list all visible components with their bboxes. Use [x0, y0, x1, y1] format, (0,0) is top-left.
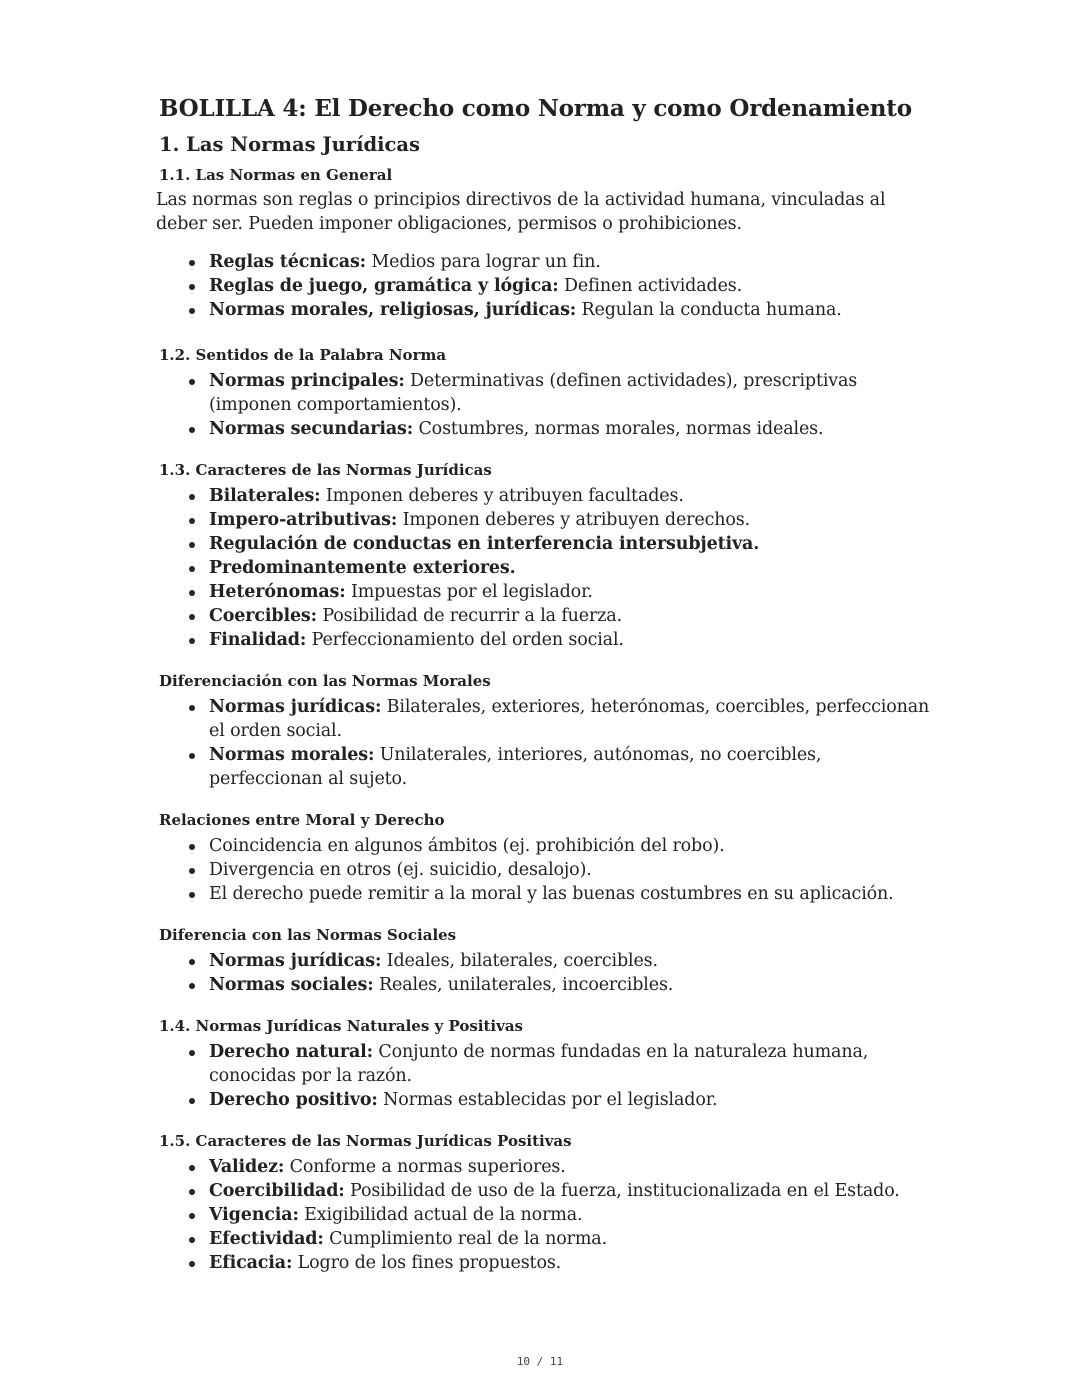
list-item-term: Normas jurídicas:	[209, 697, 382, 717]
list-item-term: Impero-atributivas:	[209, 510, 398, 530]
subsection-heading-relations: Relaciones entre Moral y Derecho	[159, 811, 445, 829]
list-item	[209, 882, 934, 906]
subsection-heading-1-1: 1.1. Las Normas en General	[159, 166, 393, 184]
bullet-list	[159, 695, 934, 791]
list-item-text: Costumbres, normas morales, normas ideales.	[413, 419, 824, 439]
list-item-term: Eficacia:	[209, 1253, 293, 1273]
list-item	[209, 695, 934, 743]
list-item	[209, 628, 934, 652]
list-item	[209, 858, 934, 882]
list-item	[209, 1155, 934, 1179]
subsection-heading-diff-moral: Diferenciación con las Normas Morales	[159, 672, 491, 690]
list-item-term: Predominantemente exteriores.	[209, 558, 516, 578]
list-item	[209, 1227, 934, 1251]
list-item-term: Regulación de conductas en interferencia intersubjetiva.	[209, 534, 760, 554]
section-1-3	[159, 459, 934, 652]
list-item	[209, 1251, 934, 1275]
list-item	[209, 298, 934, 322]
list-item	[209, 508, 934, 532]
list-item	[209, 1203, 934, 1227]
list-item-term: Heterónomas:	[209, 582, 346, 602]
list-item	[209, 1040, 934, 1088]
list-item-term: Normas principales:	[209, 371, 405, 391]
list-item-text: Conforme a normas superiores.	[284, 1157, 566, 1177]
list-item-text: Cumplimiento real de la norma.	[323, 1229, 607, 1249]
list-item-term: Normas secundarias:	[209, 419, 414, 439]
list-item-text: Determinativas (definen actividades), prescriptivas (imponen comportamientos).	[209, 371, 858, 415]
subsection-heading-1-2: 1.2. Sentidos de la Palabra Norma	[159, 346, 447, 364]
list-item-text: Posibilidad de recurrir a la fuerza.	[316, 606, 622, 626]
bullet-list	[159, 949, 934, 997]
list-item-text: Medios para lograr un fin.	[366, 252, 601, 272]
list-item-text: Normas establecidas por el legislador.	[377, 1090, 718, 1110]
list-item-text: Imponen deberes y atribuyen derechos.	[397, 510, 750, 530]
list-item-text: Regulan la conducta humana.	[576, 300, 842, 320]
list-item-term: Finalidad:	[209, 630, 307, 650]
list-item-text: Posibilidad de uso de la fuerza, institucionalizada en el Estado.	[344, 1181, 900, 1201]
list-item-term: Efectividad:	[209, 1229, 324, 1249]
list-item-term: Coercibles:	[209, 606, 317, 626]
list-item-text: Unilaterales, interiores, autónomas, no coercibles, perfeccionan al sujeto.	[209, 745, 822, 789]
subsection-heading-1-3: 1.3. Caracteres de las Normas Jurídicas	[159, 461, 492, 479]
list-item-text: Bilaterales, exteriores, heterónomas, coercibles, perfeccionan el orden social.	[209, 697, 930, 741]
list-item-text: El derecho puede remitir a la moral y las buenas costumbres en su aplicación.	[209, 884, 894, 904]
list-item-text: Ideales, bilaterales, coercibles.	[381, 951, 658, 971]
section-relations	[159, 809, 934, 906]
list-item-term: Normas morales:	[209, 745, 375, 765]
list-item-text: Logro de los fines propuestos.	[292, 1253, 562, 1273]
page-number: 10 / 11	[516, 1355, 564, 1368]
document-content	[156, 93, 934, 1293]
bullet-list	[159, 834, 934, 906]
list-item	[209, 417, 934, 441]
list-item-text: Coincidencia en algunos ámbitos (ej. prohibición del robo).	[209, 836, 725, 856]
list-item-term: Normas morales, religiosas, jurídicas:	[209, 300, 577, 320]
section-diff-social	[159, 924, 934, 997]
list-item-term: Reglas de juego, gramática y lógica:	[209, 276, 559, 296]
list-item	[209, 484, 934, 508]
list-item-term: Normas sociales:	[209, 975, 374, 995]
subsection-heading-1-4: 1.4. Normas Jurídicas Naturales y Positivas	[159, 1017, 523, 1035]
section-1-4	[159, 1015, 934, 1112]
list-item	[209, 834, 934, 858]
bullet-list	[159, 1040, 934, 1112]
bullet-list	[159, 484, 934, 652]
bullet-list	[159, 250, 934, 322]
list-item-term: Vigencia:	[209, 1205, 299, 1225]
subsection-heading-diff-social: Diferencia con las Normas Sociales	[159, 926, 457, 944]
list-item-term: Derecho positivo:	[209, 1090, 378, 1110]
list-item-term: Validez:	[209, 1157, 285, 1177]
section-heading-1: 1. Las Normas Jurídicas	[159, 133, 421, 156]
list-item-text: Imponen deberes y atribuyen facultades.	[320, 486, 684, 506]
list-item-text: Exigibilidad actual de la norma.	[298, 1205, 583, 1225]
list-item	[209, 604, 934, 628]
list-item	[209, 532, 934, 556]
list-item-term: Reglas técnicas:	[209, 252, 366, 272]
list-item-term: Coercibilidad:	[209, 1181, 345, 1201]
list-item	[209, 1179, 934, 1203]
list-item-term: Derecho natural:	[209, 1042, 373, 1062]
section-1-5	[159, 1130, 934, 1275]
list-item-text: Definen actividades.	[558, 276, 743, 296]
document-title: BOLILLA 4: El Derecho como Norma y como Ordenamiento	[159, 95, 912, 122]
list-item	[209, 250, 934, 274]
list-item	[209, 556, 934, 580]
list-item-text: Conjunto de normas fundadas en la naturaleza humana, conocidas por la razón.	[209, 1042, 869, 1086]
list-item	[209, 1088, 934, 1112]
list-item-text: Perfeccionamiento del orden social.	[306, 630, 624, 650]
list-item-term: Bilaterales:	[209, 486, 321, 506]
subsection-heading-1-5: 1.5. Caracteres de las Normas Jurídicas Positivas	[159, 1132, 572, 1150]
list-item-text: Reales, unilaterales, incoercibles.	[373, 975, 674, 995]
list-item	[209, 743, 934, 791]
section-diff-moral	[159, 670, 934, 791]
bullet-list	[159, 369, 934, 441]
list-item-term: Normas jurídicas:	[209, 951, 382, 971]
list-item	[209, 369, 934, 417]
list-item-text: Divergencia en otros (ej. suicidio, desalojo).	[209, 860, 592, 880]
section-1-2	[159, 344, 934, 441]
list-item-text: Impuestas por el legislador.	[345, 582, 593, 602]
bullet-list	[159, 1155, 934, 1275]
list-item	[209, 580, 934, 604]
list-item	[209, 949, 934, 973]
list-item	[209, 274, 934, 298]
list-item	[209, 973, 934, 997]
intro-paragraph: Las normas son reglas o principios directivos de la actividad humana, vinculadas al deber ser. Pueden imponer obligaciones, permisos o prohibiciones.	[156, 190, 886, 234]
